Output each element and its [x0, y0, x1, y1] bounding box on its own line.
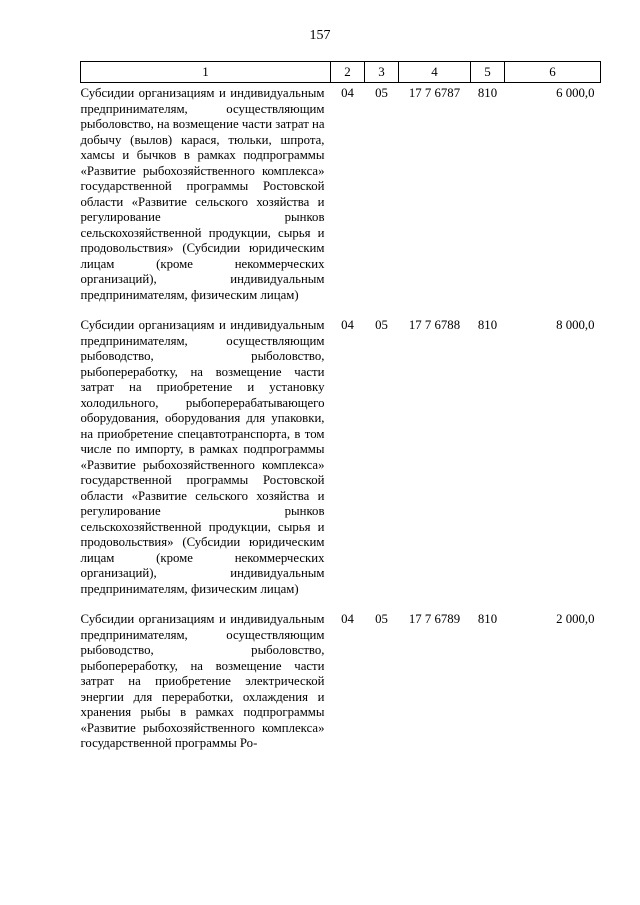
header-col-2: 2: [331, 62, 365, 83]
row-subsection: 05: [375, 612, 388, 626]
row-expense-type: 810: [477, 318, 498, 332]
row-expense-type: 810: [477, 612, 498, 626]
page-number: 157: [309, 28, 331, 43]
row-target-article: 17 7 6787: [408, 86, 461, 100]
row-amount: 8 000,0: [556, 318, 595, 332]
table-row: [81, 609, 601, 764]
header-col-6: 6: [505, 62, 601, 83]
budget-table: [80, 61, 601, 764]
row-description: Субсидии организациям и индивидуальным предпринимателям, осуществляющим рыболовство, на возмещение части затрат на добычу (вылов) карася, тюльки, шпрота, хамсы и бычков в рамках подпрограммы «Развитие рыбохозяйственного комплекса» государственной программы Ростовской области «Развитие сельского хозяйства и регулирование рынков сельскохозяйственной продукции, сырья и продовольствия» (Субсидии юридическим лицам (кроме некоммерческих организаций), индивидуальным предпринимателям, физическим лицам): [80, 86, 325, 302]
header-col-5: 5: [471, 62, 505, 83]
table-row: [81, 315, 601, 609]
row-amount: 6 000,0: [556, 86, 595, 100]
row-subsection: 05: [375, 86, 388, 100]
row-section: 04: [341, 612, 354, 626]
header-row: [81, 62, 601, 83]
row-expense-type: 810: [477, 86, 498, 100]
header-col-1: 1: [81, 62, 331, 83]
row-target-article: 17 7 6788: [408, 318, 461, 332]
header-col-4: 4: [399, 62, 471, 83]
header-col-3: 3: [365, 62, 399, 83]
row-target-article: 17 7 6789: [408, 612, 461, 626]
table-row: [81, 83, 601, 316]
row-section: 04: [341, 318, 354, 332]
row-description: Субсидии организациям и индивидуальным предпринимателям, осуществляющим рыбоводство, рыболовство, рыбопереработку, на возмещение части затрат на приобретение электрической энергии для переработки, охлаждения и хранения рыбы в рамках подпрограммы «Развитие рыбохозяйственного комплекса» государственной программы Ро-: [80, 612, 325, 750]
row-section: 04: [341, 86, 354, 100]
row-amount: 2 000,0: [556, 612, 595, 626]
row-subsection: 05: [375, 318, 388, 332]
row-description: Субсидии организациям и индивидуальным предпринимателям, осуществляющим рыбоводство, рыболовство, рыбопереработку, на возмещение части затрат на приобретение и установку холодильного, рыбоперерабатывающего оборудования, оборудования для упаковки, на приобретение спецавтотранспорта, в том числе по импорту, в рамках подпрограммы «Развитие рыбохозяйственного комплекса» государственной программы Ростовской области «Развитие сельского хозяйства и регулирование рынков сельскохозяйственной продукции, сырья и продовольствия» (Субсидии юридическим лицам (кроме некоммерческих организаций), индивидуальным предпринимателям, физическим лицам): [80, 318, 325, 596]
